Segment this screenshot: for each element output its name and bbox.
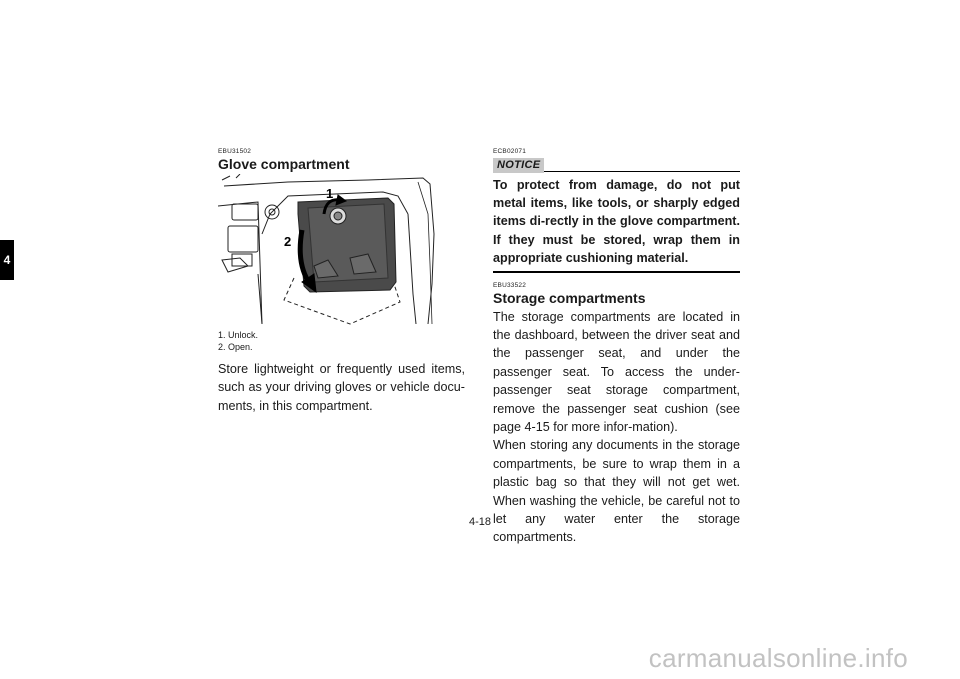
notice-rule-top	[544, 171, 740, 173]
storage-body-paragraph-2: When storing any documents in the storage compartments, be sure to wrap them in a plastic bag so that they will not get wet. When washing the vehicle, be careful not to let any water enter the storage compartments.	[493, 438, 740, 545]
callout-list	[218, 330, 465, 353]
notice-code: ECB02071	[493, 148, 527, 155]
illustration-label-1: 1	[326, 186, 334, 201]
section-code: EBU33522	[493, 281, 527, 289]
storage-body-paragraph-1: The storage compartments are located in the dashboard, between the driver seat and the passenger seat, and under the passenger seat. To access the under-passenger seat storage compartment, remove the passenger seat cushion (see page 4-15 for more infor-mation).	[493, 309, 740, 434]
section-heading-storage-compartments: Storage compartments	[493, 289, 646, 306]
callout-item-open: 2. Open.	[218, 341, 253, 352]
notice-rule-bottom	[493, 271, 740, 273]
notice-header	[493, 158, 740, 173]
page-number: 4-18	[468, 516, 492, 528]
chapter-tab: 4	[0, 240, 14, 280]
callout-item-unlock: 1. Unlock.	[218, 330, 259, 340]
watermark: carmanualsonline.info	[648, 643, 908, 673]
left-column	[218, 148, 465, 415]
right-column	[493, 148, 740, 547]
notice-text: To protect from damage, do not put metal items, like tools, or sharply edged items di-rectly in the glove compartment. If they must be stored, wrap them in appropriate cushioning material.	[493, 178, 740, 265]
notice-label: NOTICE	[493, 158, 544, 173]
section-heading-glove-compartment: Glove compartment	[218, 156, 350, 172]
illustration-label-2: 2	[284, 234, 292, 249]
glove-compartment-illustration	[218, 174, 440, 326]
glove-compartment-body: Store lightweight or frequently used items, such as your driving gloves or vehicle docu-ments, in this compartment.	[218, 362, 465, 413]
section-code: EBU31502	[218, 148, 252, 155]
